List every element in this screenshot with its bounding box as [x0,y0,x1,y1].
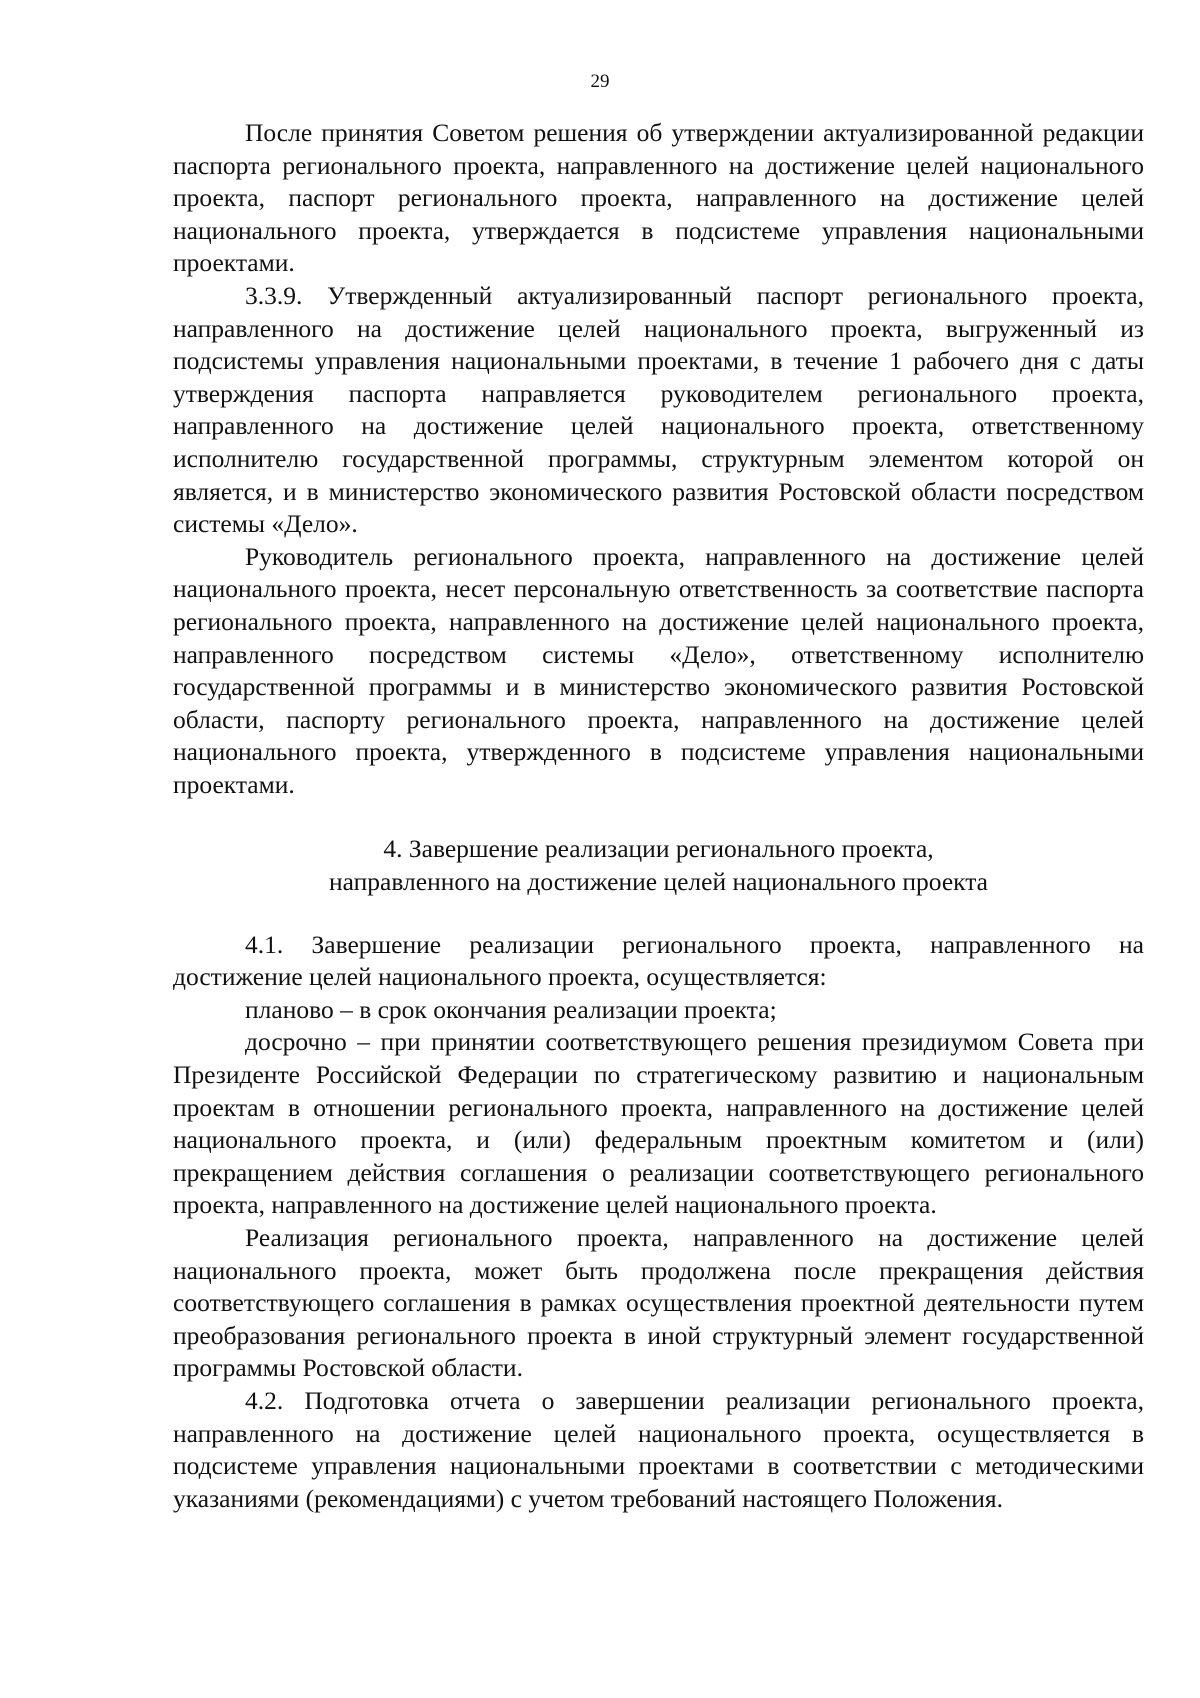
paragraph-approval: После принятия Советом решения об утверждении актуализированной редакции паспорта регионального проекта, направленного на достижение целей национального проекта, паспорт регионального проекта, направленного на достижение целей национального проекта, утверждается в подсистеме управления национальными проектами. [173,118,1144,278]
paragraph-4-2: 4.2. Подготовка отчета о завершении реализации регионального проекта, направленного на достижение целей национального проекта, осуществляется в подсистеме управления национальными проектами в соответствии с методическими указаниями (рекомендациями) с учетом требований настоящего Положения. [173,1385,1144,1513]
section-heading-line-2: направленного на достижение целей национального проекта [328,867,988,897]
document-body [173,117,1144,1515]
paragraph-4-1: 4.1. Завершение реализации регионального проекта, направленного на достижение целей национального проекта, осуществляется: [173,929,1144,992]
paragraph-planned: планово – в срок окончания реализации проекта; [245,994,777,1024]
paragraph-early: досрочно – при принятии соответствующего решения президиумом Совета при Президенте Российской Федерации по стратегическому развитию и национальным проектам в отношении регионального проекта, направленного на достижение целей национального проекта, и (или) федеральным проектным комитетом и (или) прекращением действия соглашения о реализации соответствующего регионального проекта, направленного на достижение целей национального проекта. [173,1027,1144,1220]
section-heading-line-1: 4. Завершение реализации регионального проекта, [383,834,934,864]
paragraph-continuation: Реализация регионального проекта, направленного на достижение целей национального проекта, может быть продолжена после прекращения действия соответствующего соглашения в рамках осуществления проектной деятельности путем преобразования регионального проекта в иной структурный элемент государственной программы Ростовской области. [173,1223,1144,1383]
section-heading [173,833,1144,898]
paragraph-3-3-9: 3.3.9. Утвержденный актуализированный паспорт регионального проекта, направленного на достижение целей национального проекта, выгруженный из подсистемы управления национальными проектами, в течение 1 рабочего дня с даты утверждения паспорта направляется руководителем регионального проекта, направленного на достижение целей национального проекта, ответственному исполнителю государственной программы, структурным элементом которой он является, и в министерство экономического развития Ростовской области посредством системы «Дело». [173,280,1144,539]
page-number: 29 [590,71,610,92]
paragraph-responsibility: Руководитель регионального проекта, направленного на достижение целей национального проекта, несет персональную ответственность за соответствие паспорта регионального проекта, направленного на достижение целей национального проекта, направленного посредством системы «Дело», ответственному исполнителю государственной программы и в министерство экономического развития Ростовской области, паспорту регионального проекта, направленного на достижение целей национального проекта, утвержденного в подсистеме управления национальными проектами. [173,541,1144,799]
